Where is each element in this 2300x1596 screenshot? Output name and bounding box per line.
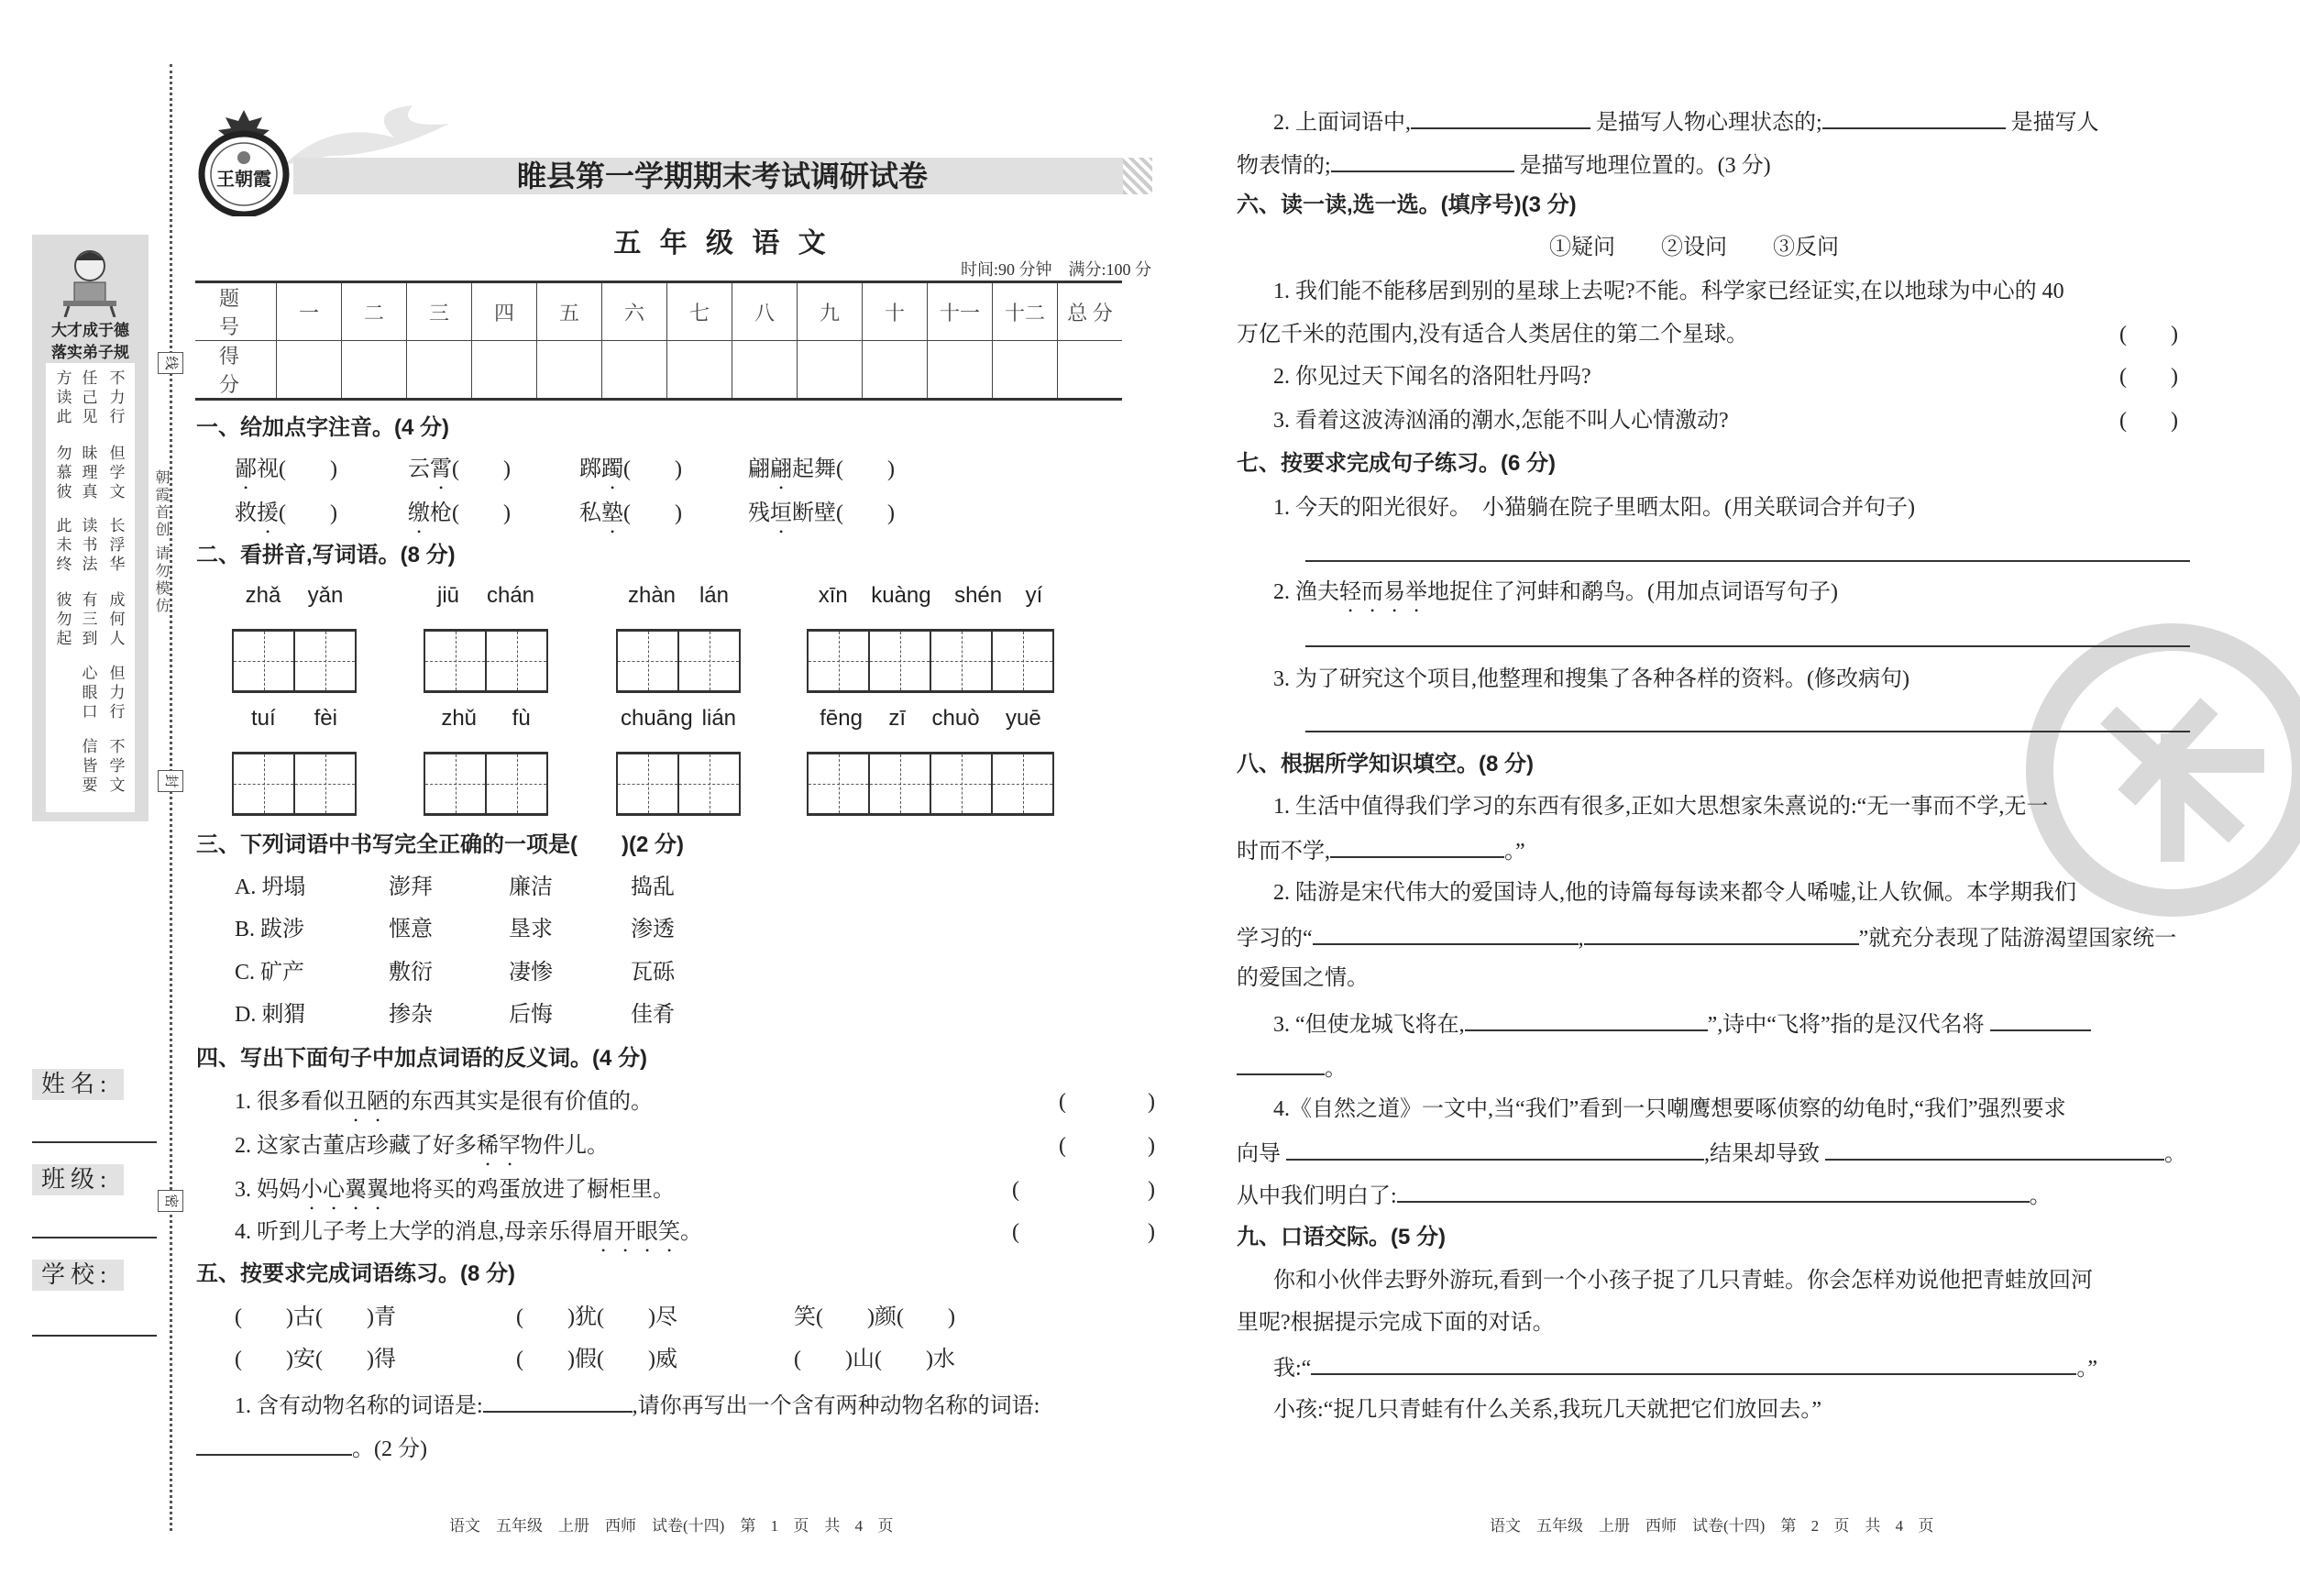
tianzige-boxes: [616, 752, 741, 816]
item-text: 。: [680, 1220, 702, 1244]
s6-item-2: 2. 你见过天下闻名的洛阳牡丹吗?: [1273, 365, 1591, 389]
option-word: 廉洁: [509, 875, 553, 899]
s6-choices: [1549, 235, 1839, 260]
page-1-footer: 语文 五年级 上册 西师 试卷(十四) 第 1 页 共 4 页: [449, 1517, 894, 1535]
pinyin-syllable: tuí: [250, 706, 276, 731]
s5-q2-text: 是描写人: [2010, 111, 2099, 135]
watermark-glyph-icon: [2053, 651, 2292, 889]
tianzige-boxes: [424, 629, 548, 693]
writing-cell[interactable]: [425, 632, 487, 690]
s8-text: 。: [1325, 1057, 1347, 1081]
s7-q1: 1. 今天的阳光很好。 小猫躺在院子里晒太阳。(用关联词合并句子): [1273, 496, 1915, 520]
writing-cell[interactable]: [618, 632, 679, 690]
answer-paren-open[interactable]: (: [1012, 1178, 1019, 1202]
tianzige-boxes: [424, 752, 548, 816]
s8-text: 3. “但使龙城飞将在,: [1273, 1013, 1465, 1037]
antonym-item: [235, 1177, 675, 1215]
s8-q4-line1: 4.《自然之道》一文中,当“我们”看到一只嘲鹰想要啄侦察的幼龟时,“我们”强烈要求: [1273, 1097, 2066, 1121]
pinyin-syllable: kuàng: [871, 583, 931, 608]
class-label: 班级:: [32, 1164, 124, 1195]
item-text[interactable]: 断壁( ): [792, 501, 895, 525]
pinyin-item: [408, 501, 511, 538]
pinyin-syllable: chuāng: [620, 706, 693, 731]
dotted-word: 眉开眼笑: [592, 1220, 680, 1244]
s8-text: ,: [1578, 927, 1584, 951]
s8-q2-line2: [1237, 923, 2176, 952]
score-input-cell[interactable]: [602, 341, 667, 400]
pinyin-item: [235, 457, 337, 494]
writing-cell[interactable]: [809, 754, 870, 813]
option-word: 惬意: [389, 918, 433, 941]
pinyin-syllable: fù: [512, 706, 531, 731]
pinyin-writing-group: [232, 583, 357, 693]
section-6-title: 六、读一读,选一选。(填序号)(3 分): [1237, 193, 1577, 217]
pinyin-item: [579, 457, 682, 494]
verse-group: 不学文: [109, 738, 126, 794]
pinyin-writing-group: [807, 583, 1054, 693]
dotted-char: 塾: [601, 501, 623, 525]
writing-cell[interactable]: [931, 632, 993, 690]
pinyin-syllable: fēng: [820, 706, 863, 731]
score-header-cell: 六: [602, 282, 667, 341]
item-text: 3. 妈妈: [235, 1178, 301, 1202]
antonym-item: [235, 1089, 653, 1127]
option-word[interactable]: C. 矿产: [235, 961, 305, 985]
pinyin-syllable: zhàn: [627, 583, 677, 608]
item-text[interactable]: 起舞( ): [792, 457, 895, 481]
dotted-word: 稀罕: [477, 1134, 521, 1158]
s8-q2-line1: 2. 陆游是宋代伟大的爱国诗人,他的诗篇每每读来都令人唏嘘,让人钦佩。本学期我们: [1273, 881, 2076, 905]
answer-blank[interactable]: [1990, 1009, 2091, 1031]
idiom-fill-item[interactable]: ( )犹( )尽: [516, 1305, 677, 1329]
item-text[interactable]: 视( ): [257, 457, 337, 481]
s5-q2-text: 物表情的;: [1237, 154, 1331, 178]
exam-time-info: 时间:90 分钟 满分:100 分: [960, 260, 1151, 279]
s7-q2-text: 2. 渔夫: [1273, 580, 1339, 604]
tianzige-boxes: [807, 752, 1054, 816]
score-input-cell[interactable]: [732, 341, 798, 400]
verse-group: 但力行: [109, 665, 126, 721]
s8-text: ,结果却导致: [1704, 1142, 1820, 1166]
choice-option: ③反问: [1773, 236, 1839, 259]
section-8-title: 八、根据所学知识填空。(8 分): [1237, 752, 1534, 776]
score-header-cell: 十二: [993, 282, 1058, 341]
motto-line: 落实弟子规: [51, 344, 129, 361]
answer-blank[interactable]: [1584, 923, 1859, 945]
score-header-cell: 五: [537, 282, 602, 341]
s9-prompt-line2: 里呢?根据提示完成下面的对话。: [1237, 1311, 1555, 1335]
name-label: 姓名:: [32, 1069, 124, 1100]
pinyin-writing-group: [232, 706, 357, 816]
s5-q1: [235, 1391, 1040, 1419]
idiom-fill-item[interactable]: ( )山( )水: [794, 1348, 955, 1371]
pinyin-row: [232, 583, 357, 611]
pinyin-item: [235, 501, 337, 538]
pinyin-syllable: yí: [1025, 583, 1043, 608]
score-header-cell: 题 号: [195, 282, 277, 341]
s7-q2: [1273, 579, 1838, 617]
binding-line: [170, 64, 172, 1531]
s8-q3-line1: [1273, 1009, 2091, 1038]
pinyin-row: [616, 583, 741, 611]
pinyin-row: [232, 706, 357, 733]
verse-group: 勿慕彼: [56, 445, 72, 501]
score-input-cell[interactable]: [407, 341, 472, 400]
class-field[interactable]: [32, 1237, 157, 1238]
option-word[interactable]: B. 跋涉: [235, 918, 305, 941]
writing-cell[interactable]: [870, 754, 931, 813]
pinyin-syllable: lián: [701, 706, 737, 731]
tianzige-boxes: [616, 629, 741, 693]
score-input-cell[interactable]: [277, 341, 342, 400]
answer-blank[interactable]: [1237, 1053, 1325, 1075]
writing-cell[interactable]: [993, 632, 1054, 690]
pinyin-syllable: chán: [486, 583, 535, 608]
score-input-cell[interactable]: [863, 341, 928, 400]
choice-option: ①疑问: [1549, 236, 1615, 259]
writing-cell[interactable]: [487, 632, 548, 690]
verse-group: 彼勿起: [56, 591, 72, 647]
subject-title: 五 年 级 语 文: [613, 228, 831, 259]
s8-text: ”,诗中“飞将”指的是汉代名将: [1707, 1013, 1985, 1037]
copyright-notice: 朝霞首创 请勿模仿: [153, 469, 169, 615]
item-text: 的东西其实是很有价值的。: [389, 1090, 653, 1114]
answer-blank[interactable]: [1313, 923, 1579, 945]
page-2-footer: 语文 五年级 上册 西师 试卷(十四) 第 2 页 共 4 页: [1490, 1517, 1934, 1535]
pinyin-writing-group: [616, 706, 741, 816]
pinyin-row: [807, 706, 1054, 733]
option-word: 掺杂: [389, 1003, 433, 1027]
item-text: 云: [408, 457, 430, 481]
writing-cell[interactable]: [425, 754, 487, 813]
verse-group: 但学文: [109, 445, 126, 501]
writing-cell[interactable]: [234, 632, 295, 690]
tianzige-boxes: [807, 629, 1054, 693]
option-word: 澎拜: [389, 875, 433, 899]
s5-q2-line1: [1273, 107, 2099, 136]
s7-q1-answer-line[interactable]: [1305, 560, 2190, 562]
school-label: 学校:: [32, 1260, 124, 1291]
score-input-cell[interactable]: [472, 341, 537, 400]
writing-cell[interactable]: [295, 632, 357, 690]
dotted-word: 轻而易举: [1339, 580, 1427, 604]
pinyin-item: [408, 457, 511, 494]
item-text: 救: [235, 501, 257, 525]
s5-q1-text: 1. 含有动物名称的词语是:: [235, 1394, 483, 1418]
score-header-cell: 九: [798, 282, 863, 341]
item-text: 私: [579, 501, 601, 525]
seal-mark: 封: [158, 770, 183, 792]
item-text[interactable]: ( ): [623, 457, 682, 481]
writing-cell[interactable]: [809, 632, 870, 690]
dotted-char: 垣: [770, 501, 792, 525]
pinyin-writing-group: [424, 706, 548, 816]
section-7-title: 七、按要求完成句子练习。(6 分): [1237, 451, 1556, 476]
option-word: 瓦砾: [631, 961, 675, 985]
score-input-cell[interactable]: [537, 341, 602, 400]
score-header-cell: 总 分: [1058, 282, 1123, 341]
dialogue-answer-blank[interactable]: [1311, 1353, 2076, 1375]
item-text[interactable]: ( ): [452, 457, 511, 481]
score-header-cell: 十: [863, 282, 928, 341]
score-header-cell: 八: [732, 282, 798, 341]
pinyin-item: [748, 501, 895, 538]
pinyin-syllable: yuē: [1006, 706, 1041, 731]
writing-cell[interactable]: [679, 632, 741, 690]
score-header-cell: 四: [472, 282, 537, 341]
verse-group: 有三到: [82, 591, 98, 647]
answer-blank[interactable]: [1465, 1009, 1708, 1031]
pinyin-row: [807, 583, 1054, 611]
s8-q3-line2: [1237, 1053, 1347, 1082]
motto-line: 大才成于德: [51, 322, 129, 339]
verse-group: 成何人: [109, 591, 126, 647]
pinyin-syllable: zhǎ: [245, 583, 281, 608]
pinyin-syllable: zhǔ: [441, 706, 478, 731]
option-word: 佳肴: [631, 1003, 675, 1027]
watermark-stamp: [2026, 623, 2300, 917]
s8-text: ”就充分表现了陆游渴望国家统一: [1858, 927, 2177, 951]
verse-group: 方读此: [56, 369, 72, 425]
writing-cell[interactable]: [618, 754, 679, 813]
s6-answer-3[interactable]: ( ): [2119, 409, 2178, 433]
verse-group: 此未终: [56, 517, 72, 573]
writing-cell[interactable]: [487, 754, 548, 813]
s9-prompt-line1: 你和小伙伴去野外游玩,看到一个小孩子捉了几只青蛙。你会怎样劝说他把青蛙放回河: [1273, 1269, 2093, 1293]
item-text: 翩: [748, 457, 770, 481]
s8-text: 。: [2029, 1184, 2052, 1208]
dotted-word: 小心翼翼: [301, 1178, 389, 1202]
idiom-fill-item[interactable]: 笑( )颜( ): [794, 1305, 955, 1329]
s8-text: 。”: [1504, 840, 1525, 864]
exam-title: 睢县第一学期期末考试调研试卷: [516, 160, 928, 193]
score-row: [195, 341, 1122, 400]
pinyin-item: [579, 501, 682, 538]
tianzige-boxes: [232, 752, 357, 816]
item-text: 残: [748, 501, 770, 525]
tianzige-boxes: [232, 629, 357, 693]
option-word[interactable]: D. 刺猬: [235, 1003, 306, 1027]
answer-blank[interactable]: [1397, 1181, 2030, 1203]
writing-cell[interactable]: [931, 754, 993, 813]
s8-q1-line1: 1. 生活中值得我们学习的东西有很多,正如大思想家朱熹说的:“无一事而不学,无一: [1273, 795, 2049, 819]
score-input-cell[interactable]: [928, 341, 993, 400]
antonym-item: [235, 1133, 609, 1171]
score-header-cell: 二: [342, 282, 407, 341]
s7-q3-answer-line[interactable]: [1305, 731, 2190, 732]
pinyin-item: [748, 457, 895, 494]
answer-blank[interactable]: [1286, 1139, 1704, 1161]
s5-q2-text: 是描写地理位置的。(3 分): [1519, 154, 1771, 178]
s9-me-line: [1273, 1353, 2097, 1381]
option-word[interactable]: A. 坍塌: [235, 875, 306, 899]
pinyin-writing-group: [424, 583, 548, 693]
item-text: 物件儿。: [521, 1134, 609, 1158]
item-text: 踯: [579, 457, 601, 481]
option-word: 后悔: [509, 1003, 553, 1027]
s8-text: 从中我们明白了:: [1237, 1184, 1397, 1208]
pinyin-writing-group: [807, 706, 1054, 816]
name-field[interactable]: [32, 1141, 157, 1143]
choice-option: ②设问: [1661, 236, 1727, 259]
pinyin-writing-group: [616, 583, 741, 693]
pinyin-syllable: lán: [699, 583, 729, 608]
s8-text: 学习的“: [1237, 927, 1313, 951]
dotted-char: 缴: [408, 501, 430, 525]
s9-text: 我:“: [1273, 1357, 1312, 1381]
score-header-cell: 三: [407, 282, 472, 341]
dotted-word: 丑陋: [345, 1090, 389, 1114]
section-3-title: 三、下列词语中书写完全正确的一项是( )(2 分): [196, 832, 684, 857]
pinyin-row: [424, 706, 548, 733]
writing-cell[interactable]: [993, 754, 1054, 813]
answer-paren-open[interactable]: (: [1059, 1134, 1066, 1158]
answer-blank[interactable]: [1411, 107, 1590, 129]
s6-item-3: 3. 看着这波涛汹涌的潮水,怎能不叫人心情激动?: [1273, 409, 1729, 433]
answer-paren-open[interactable]: (: [1059, 1090, 1066, 1114]
verse-group: 任己见: [82, 369, 98, 425]
dotted-char: 霄: [430, 457, 452, 481]
dotted-char: 躅: [601, 457, 623, 481]
pinyin-syllable: yǎn: [307, 583, 344, 608]
option-word: 渗透: [631, 918, 675, 941]
score-header-cell: 一: [277, 282, 342, 341]
idiom-fill-item[interactable]: ( )古( )青: [235, 1305, 396, 1329]
score-header-cell: 十一: [928, 282, 993, 341]
writing-cell[interactable]: [295, 754, 357, 813]
pinyin-row: [616, 706, 741, 733]
dotted-char: 鄙: [235, 457, 257, 481]
s8-q1-line2: [1237, 836, 1525, 864]
section-9-title: 九、口语交际。(5 分): [1237, 1225, 1446, 1249]
verse-group: 信皆要: [82, 738, 98, 794]
score-header-row: [195, 282, 1122, 341]
item-text: 地将买的鸡蛋放进了橱柜里。: [389, 1178, 675, 1202]
school-field[interactable]: [32, 1335, 157, 1337]
option-word: 捣乱: [631, 875, 675, 899]
verse-group: 心眼口: [82, 665, 98, 721]
score-row-label: 得 分: [195, 341, 277, 400]
s6-answer-1[interactable]: ( ): [2119, 323, 2178, 347]
student-illustration-icon: [58, 242, 122, 317]
item-text[interactable]: ( ): [623, 501, 682, 525]
option-word: 垦求: [509, 918, 553, 941]
s7-q3: 3. 为了研究这个项目,他整理和搜集了各种各样的资料。(修改病句): [1273, 667, 1909, 691]
item-text[interactable]: ( ): [279, 501, 337, 525]
pinyin-syllable: zī: [888, 706, 907, 731]
s8-text: 时而不学,: [1237, 840, 1330, 864]
s8-q2-line3: 的爱国之情。: [1237, 966, 1369, 990]
dotted-char: 翩: [770, 457, 792, 481]
pinyin-syllable: xīn: [818, 583, 848, 608]
pinyin-syllable: shén: [954, 583, 1003, 608]
section-4-title: 四、写出下面句子中加点词语的反义词。(4 分): [196, 1046, 647, 1071]
answer-paren-close[interactable]: ): [1148, 1178, 1155, 1202]
s5-q1-text: ,请你再写出一个含有两种动物名称的词语:: [632, 1394, 1040, 1418]
writing-cell[interactable]: [870, 632, 931, 690]
item-text: 4. 听到儿子考上大学的消息,母亲乐得: [235, 1220, 592, 1244]
brand-logo: [196, 108, 292, 216]
s8-q4-line2: [1237, 1139, 2186, 1167]
idiom-fill-item[interactable]: ( )假( )威: [516, 1348, 677, 1371]
seal-mark: 线: [158, 352, 183, 374]
option-word: 敷衍: [389, 961, 433, 985]
answer-blank[interactable]: [1825, 1139, 2164, 1161]
score-input-cell[interactable]: [667, 341, 732, 400]
verse-group: 昧理真: [82, 445, 98, 501]
s5-q2-text: 2. 上面词语中,: [1273, 111, 1411, 135]
score-input-cell[interactable]: [993, 341, 1058, 400]
section-2-title: 二、看拼音,写词语。(8 分): [196, 543, 456, 567]
s7-q2-answer-line[interactable]: [1305, 645, 2190, 647]
item-text: 1. 很多看似: [235, 1090, 345, 1114]
verse-group: 不力行: [109, 369, 126, 425]
score-header-cell: 七: [667, 282, 732, 341]
answer-paren-close[interactable]: ): [1148, 1220, 1155, 1244]
pinyin-syllable: jiū: [436, 583, 459, 608]
s8-text: 。: [2164, 1142, 2186, 1166]
pinyin-syllable: fèi: [314, 706, 337, 731]
s9-text: 。”: [2076, 1357, 2097, 1381]
s5-q2-line2: [1237, 150, 1771, 179]
score-input-cell[interactable]: [1058, 341, 1123, 400]
s6-answer-2[interactable]: ( ): [2119, 365, 2178, 389]
item-text: 2. 这家古董店珍藏了好多: [235, 1134, 477, 1158]
dotted-char: 援: [257, 501, 279, 525]
writing-cell[interactable]: [679, 754, 741, 813]
answer-paren-close[interactable]: ): [1148, 1134, 1155, 1158]
answer-blank[interactable]: [1822, 107, 2006, 129]
s8-text: 向导: [1237, 1142, 1281, 1166]
s6-item-1-cont: 万亿千米的范围内,没有适合人类居住的第二个星球。: [1237, 323, 1748, 347]
antonym-item: [235, 1219, 702, 1257]
answer-blank[interactable]: [1331, 150, 1514, 172]
s5-q1-text: 。(2 分): [352, 1437, 427, 1461]
s7-q2-text: 地捉住了河蚌和鹬鸟。(用加点词语写句子): [1427, 580, 1838, 604]
logo-text: 王朝霞: [216, 170, 271, 190]
answer-blank[interactable]: [1330, 836, 1504, 858]
answer-paren-close[interactable]: ): [1148, 1090, 1155, 1114]
seal-mark: 密: [158, 1190, 183, 1212]
score-input-cell[interactable]: [798, 341, 863, 400]
answer-paren-open[interactable]: (: [1012, 1220, 1019, 1244]
score-table: [195, 281, 1122, 401]
score-input-cell[interactable]: [342, 341, 407, 400]
item-text[interactable]: 枪( ): [430, 501, 511, 525]
writing-cell[interactable]: [234, 754, 295, 813]
s6-item-1: 1. 我们能不能移居到别的星球上去呢?不能。科学家已经证实,在以地球为中心的 40: [1273, 280, 2064, 303]
s8-q4-line3: [1237, 1181, 2052, 1209]
s5-q2-text: 是描写人物心理状态的;: [1596, 111, 1822, 135]
section-1-title: 一、给加点字注音。(4 分): [196, 415, 449, 440]
option-word: 凄惨: [509, 961, 553, 985]
verse-group: 读书法: [82, 517, 98, 573]
s9-kid-line: 小孩:“捉几只青蛙有什么关系,我玩几天就把它们放回去。”: [1273, 1398, 1821, 1422]
answer-blank[interactable]: [196, 1434, 352, 1456]
s5-q1-cont: [196, 1434, 427, 1462]
answer-blank[interactable]: [483, 1391, 633, 1413]
verse-group: 长浮华: [109, 517, 126, 573]
pinyin-syllable: chuò: [931, 706, 980, 731]
idiom-fill-item[interactable]: ( )安( )得: [235, 1348, 396, 1371]
pinyin-row: [424, 583, 548, 611]
section-5-title: 五、按要求完成词语练习。(8 分): [196, 1261, 515, 1286]
